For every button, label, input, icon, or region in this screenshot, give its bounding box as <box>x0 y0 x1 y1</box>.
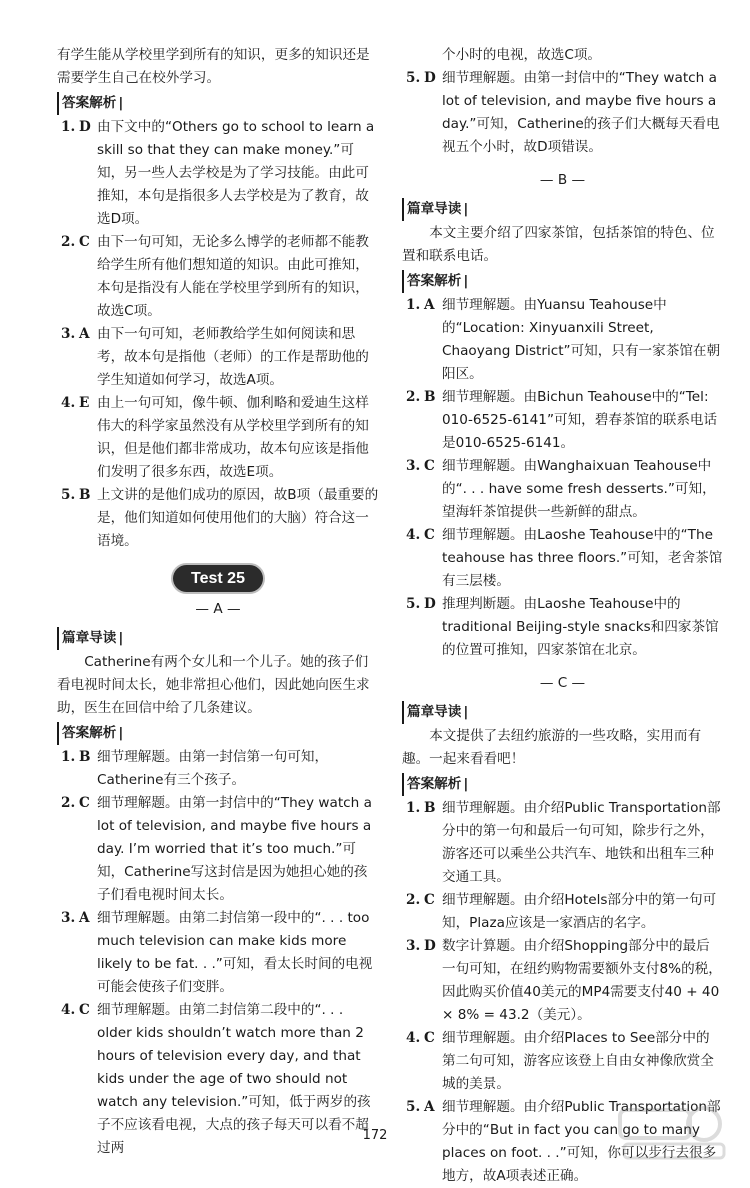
watermark-logo-icon <box>612 1102 732 1164</box>
answer-number: 2. <box>61 795 76 811</box>
answer-letter: C <box>424 527 435 543</box>
answer-item <box>57 116 379 231</box>
answer-text: 细节理解题。由Laoshe Teahouse中的“The teahouse has three floors.”可知，老舍茶馆有三层楼。 <box>442 527 723 589</box>
answer-item <box>402 593 723 662</box>
answer-item <box>57 907 379 999</box>
part-b-label: — B — <box>539 172 586 188</box>
answers-list-b <box>402 294 723 662</box>
test-title-wrap <box>57 565 379 592</box>
answer-letter: A <box>79 326 90 342</box>
answers-label-a: 答案解析 | <box>57 722 379 745</box>
answer-letter: B <box>424 389 436 405</box>
answer-number: 3. <box>61 326 76 342</box>
answer-number: 2. <box>406 389 421 405</box>
answer-number: 3. <box>406 458 421 474</box>
answer-text: 由下一句可知，老师教给学生如何阅读和思考，故本句是指他（老师）的工作是帮助他的学生知道如何学习，故选A项。 <box>97 326 369 388</box>
part-a-label: — A — <box>195 601 241 617</box>
intro-paragraph: 有学生能从学校里学到所有的知识，更多的知识还是需要学生自己在校外学习。 <box>57 47 370 86</box>
guide-label-a: 篇章导读 | <box>57 627 379 650</box>
answer-letter: C <box>79 795 90 811</box>
answer-item <box>402 797 723 889</box>
answer-letter: B <box>424 800 436 816</box>
answer-number: 1. <box>61 749 76 765</box>
answer-item <box>402 386 723 455</box>
answer-text: 细节理解题。由介绍Places to See部分中的第二句可知，游客应该登上自由女神像欣赏全城的美景。 <box>442 1030 714 1092</box>
answer-text: 上文讲的是他们成功的原因，故B项（最重要的是，他们知道如何使用他们的大脑）符合这一语境。 <box>97 487 379 549</box>
answer-item <box>402 294 723 386</box>
answer-number: 4. <box>406 527 421 543</box>
answers-list-a <box>57 746 379 1160</box>
answer-letter: D <box>424 70 436 86</box>
answer-number: 1. <box>61 119 76 135</box>
answer-text: 由上一句可知，像牛顿、伽利略和爱迪生这样伟大的科学家虽然没有从学校里学到所有的知识，但是他们都非常成功，故本句应该是指他们发明了很多东西，故选E项。 <box>97 395 369 480</box>
answer-letter: C <box>424 892 435 908</box>
continuation-text: 个小时的电视，故选C项。 <box>442 47 602 63</box>
answer-item <box>402 935 723 1027</box>
answer-letter: B <box>79 487 91 503</box>
answer-letter: C <box>79 234 90 250</box>
answer-item <box>57 231 379 323</box>
answer-item <box>57 746 379 792</box>
page-number: 172 <box>362 1128 388 1143</box>
answer-text: 数字计算题。由介绍Shopping部分中的最后一句可知，在纽约购物需要额外支付8%的税，因此购买价值40美元的MP4需要支付40 + 40 × 8% = 43.2（美元）。 <box>442 938 722 1023</box>
answer-text: 细节理解题。由第二封信第二段中的“. . . older kids shouldn’t watch more than 2 hours of television every day, and that kids under the age of two should not watch any television.”可知，低于两岁的孩子不应该看电视，大点的孩子每天可以看不超过两 <box>97 1002 371 1156</box>
answer-letter: A <box>424 1099 435 1115</box>
guide-label-b: 篇章导读 | <box>402 198 723 221</box>
answer-letter: C <box>424 458 435 474</box>
answer-item <box>402 1027 723 1096</box>
answer-letter: D <box>424 596 436 612</box>
answer-number: 2. <box>406 892 421 908</box>
right-column <box>402 44 723 1188</box>
answer-number: 3. <box>406 938 421 954</box>
answers-label: 答案解析 | <box>57 92 379 115</box>
guide-c-paragraph: 本文提供了去纽约旅游的一些攻略，实用而有趣。一起来看看吧！ <box>402 728 702 767</box>
answer-text: 细节理解题。由第二封信第一段中的“. . . too much television can make kids more likely to be fat. . .”可知，看太长时间的电视可能会使孩子们变胖。 <box>97 910 373 995</box>
answer-text: 细节理解题。由Wanghaixuan Teahouse中的“. . . have some fresh desserts.”可知，望海轩茶馆提供一些新鲜的甜点。 <box>442 458 716 520</box>
answer-item <box>402 455 723 524</box>
answer-text: 细节理解题。由Bichun Teahouse中的“Tel: 010-6525-6141”可知，碧春茶馆的联系电话是010-6525-6141。 <box>442 389 718 451</box>
answer-number: 5. <box>406 1099 421 1115</box>
guide-label-c: 篇章导读 | <box>402 701 723 724</box>
guide-a-paragraph: Catherine有两个女儿和一个儿子。她的孩子们看电视时间太长，她非常担心他们，因此她向医生求助，医生在回信中给了几条建议。 <box>57 654 370 716</box>
answer-item <box>57 392 379 484</box>
answer-letter: D <box>79 119 91 135</box>
answer-number: 5. <box>406 70 421 86</box>
answer-item <box>57 484 379 553</box>
left-column <box>57 44 379 1160</box>
answer-letter: C <box>424 1030 435 1046</box>
answer-letter: B <box>79 749 91 765</box>
part-c-label: — C — <box>539 675 586 691</box>
answer-number: 4. <box>406 1030 421 1046</box>
answer-text: 由下文中的“Others go to school to learn a skill so that they can make money.”可知，另一些人去学校是为了学习技能。由此可推知，本句是指很多人去学校是为了教育，故选D项。 <box>97 119 375 227</box>
answer-number: 1. <box>406 297 421 313</box>
answer-number: 1. <box>406 800 421 816</box>
answers-list-1 <box>57 116 379 553</box>
answer-text: 由下一句可知，无论多么博学的老师都不能教给学生所有他们想知道的知识。由此可推知，本句是指没有人能在学校里学到所有的知识，故选C项。 <box>97 234 369 319</box>
answer-text: 推理判断题。由Laoshe Teahouse中的traditional Beijing-style snacks和四家茶馆的位置可推知，四家茶馆在北京。 <box>442 596 719 658</box>
answer-letter: A <box>79 910 90 926</box>
answer-item <box>402 524 723 593</box>
answer-item <box>57 323 379 392</box>
test-title-badge: Test 25 <box>173 565 263 592</box>
answer-text: 细节理解题。由介绍Public Transportation部分中的第一句和最后一句可知，除步行之外，游客还可以乘坐公共汽车、地铁和出租车三种交通工具。 <box>442 800 721 885</box>
answer-text: 细节理解题。由介绍Hotels部分中的第一句可知，Plaza应该是一家酒店的名字。 <box>442 892 717 931</box>
answer-text: 细节理解题。由介绍Public Transportation部分中的“But in fact you can go to many places on foot. . .”可知，你可以步行去很多地方，故A项表述正确。 <box>442 1099 721 1184</box>
answer-number: 4. <box>61 1002 76 1018</box>
answer-item <box>402 889 723 935</box>
answer-number: 5. <box>406 596 421 612</box>
answer-letter: D <box>424 938 436 954</box>
answer-text: 细节理解题。由第一封信第一句可知，Catherine有三个孩子。 <box>97 749 329 788</box>
answer-text: 细节理解题。由第一封信中的“They watch a lot of television, and maybe five hours a day. I’m worried that it’s too much.”可知，Catherine写这封信是因为她担心她的孩子们看电视时间太长。 <box>97 795 372 903</box>
answers-label-b: 答案解析 | <box>402 270 723 293</box>
guide-b-paragraph: 本文主要介绍了四家茶馆，包括茶馆的特色、位置和联系电话。 <box>402 225 715 264</box>
answers-label-c: 答案解析 | <box>402 773 723 796</box>
answer-number: 3. <box>61 910 76 926</box>
answer-letter: C <box>79 1002 90 1018</box>
answer-text: 细节理解题。由Yuansu Teahouse中的“Location: Xinyuanxili Street, Chaoyang District”可知，只有一家茶馆在朝阳区。 <box>442 297 721 382</box>
answer-number: 5. <box>61 487 76 503</box>
answer-number: 2. <box>61 234 76 250</box>
answer-item <box>402 67 723 159</box>
answer-letter: E <box>79 395 90 411</box>
answer-item <box>57 792 379 907</box>
answer-text: 细节理解题。由第一封信中的“They watch a lot of television, and maybe five hours a day.”可知，Catherine的孩子们大概每天看电视五个小时，故D项错误。 <box>442 70 720 155</box>
answer-letter: A <box>424 297 435 313</box>
answer-number: 4. <box>61 395 76 411</box>
